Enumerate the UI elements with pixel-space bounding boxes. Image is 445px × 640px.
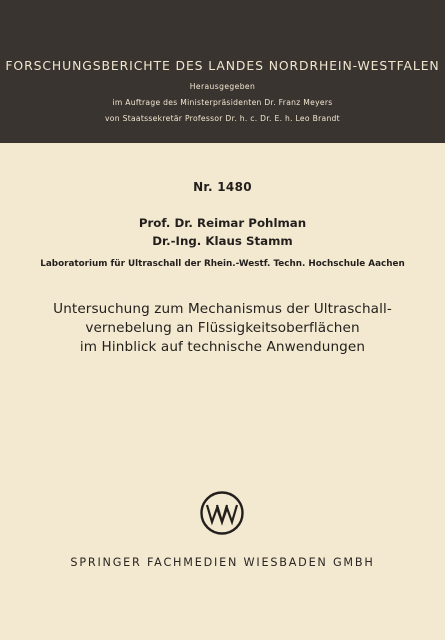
report-number: Nr. 1480 (193, 180, 252, 194)
commission-line: im Auftrage des Ministerpräsidenten Dr. Franz Meyers (112, 98, 333, 107)
publisher-name: SPRINGER FACHMEDIEN WIESBADEN GMBH (70, 556, 375, 569)
editor-label: Herausgegeben (189, 82, 256, 91)
series-title: FORSCHUNGSBERICHTE DES LANDES NORDRHEIN-WESTFALEN (5, 58, 440, 73)
report-title-line: Untersuchung zum Mechanismus der Ultraschall- (53, 301, 392, 317)
report-title (0, 300, 445, 357)
header-band (0, 0, 445, 143)
author-name: Prof. Dr. Reimar Pohlman (138, 216, 307, 230)
publisher-logo-icon (199, 490, 245, 536)
report-title-line: vernebelung an Flüssigkeitsoberflächen (85, 320, 360, 336)
laboratory-affiliation: Laboratorium für Ultraschall der Rhein.-Westf. Techn. Hochschule Aachen (40, 259, 405, 269)
secretary-line: von Staatssekretär Professor Dr. h. c. Dr. E. h. Leo Brandt (105, 114, 340, 123)
author-name: Dr.-Ing. Klaus Stamm (152, 234, 293, 248)
report-title-line: im Hinblick auf technische Anwendungen (79, 339, 366, 355)
